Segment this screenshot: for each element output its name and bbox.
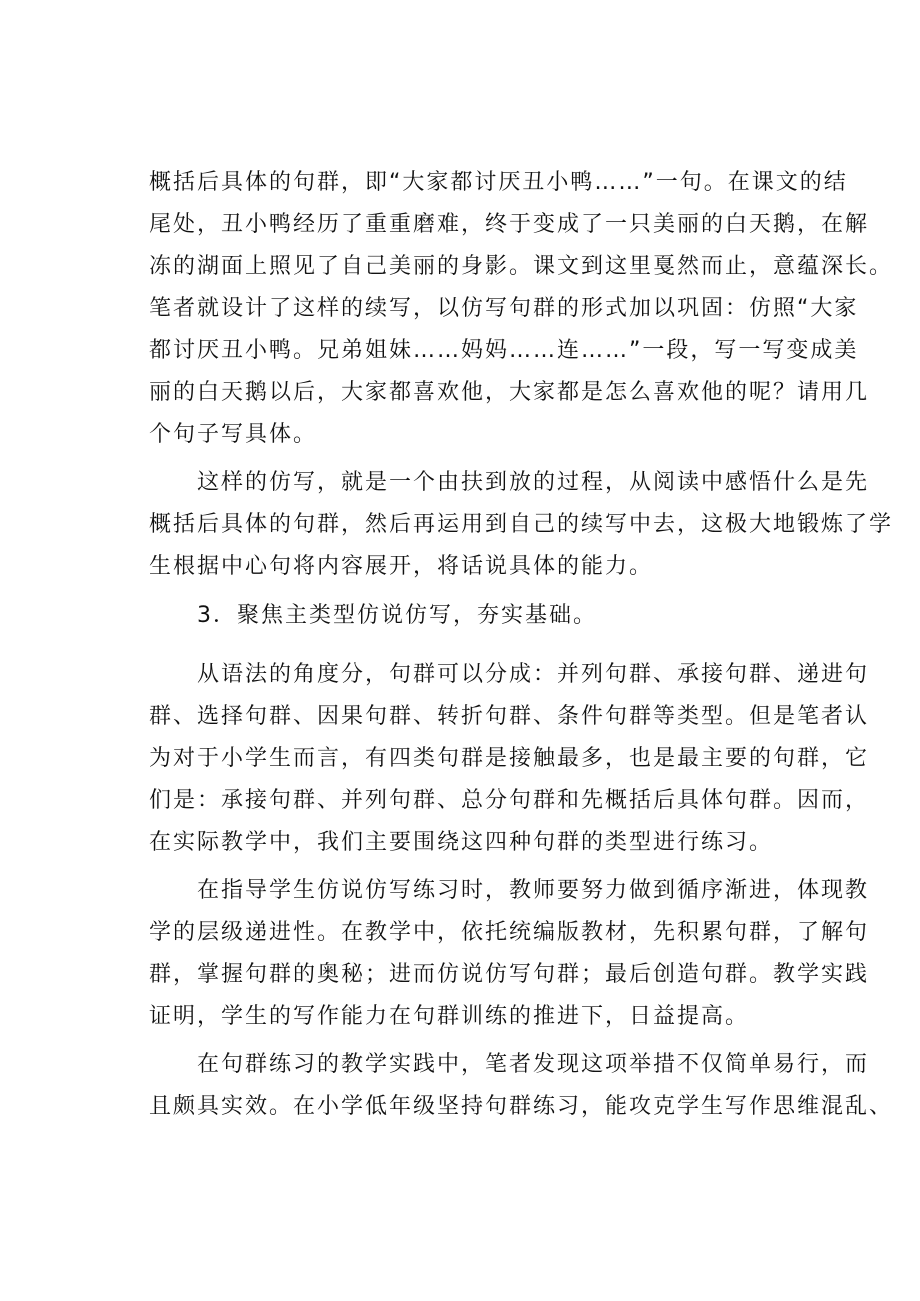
paragraph-1-line-4: 笔者就设计了这样的续写，以仿写句群的形式加以巩固：仿照“大家 (149, 296, 859, 321)
paragraph-2-line-1: 这样的仿写，就是一个由扶到放的过程，从阅读中感悟什么是先 (197, 470, 870, 495)
paragraph-5-line-2: 学的层级递进性。在教学中，依托统编版教材，先积累句群，了解句 (149, 920, 870, 945)
paragraph-1-line-6: 丽的白天鹅以后，大家都喜欢他，大家都是怎么喜欢他的呢？请用几 (149, 380, 870, 405)
paragraph-1-line-7: 个句子写具体。 (149, 422, 318, 447)
paragraph-4-line-2: 群、选择句群、因果句群、转折句群、条件句群等类型。但是笔者认 (149, 704, 870, 729)
paragraph-1-line-3: 冻的湖面上照见了自己美丽的身影。课文到这里戛然而止，意蕴深长。 (149, 254, 894, 279)
paragraph-5-line-4: 证明，学生的写作能力在句群训练的推进下，日益提高。 (149, 1004, 750, 1029)
paragraph-4-line-1: 从语法的角度分，句群可以分成：并列句群、承接句群、递进句 (197, 662, 870, 687)
paragraph-5-line-3: 群，掌握句群的奥秘；进而仿说仿写句群；最后创造句群。教学实践 (149, 962, 870, 987)
paragraph-4-line-4: 们是：承接句群、并列句群、总分句群和先概括后具体句群。因而， (149, 788, 870, 813)
paragraph-4-line-5: 在实际教学中，我们主要围绕这四种句群的类型进行练习。 (149, 830, 774, 855)
paragraph-2-line-3: 生根据中心句将内容展开，将话说具体的能力。 (149, 554, 654, 579)
paragraph-2-line-2: 概括后具体的句群，然后再运用到自己的续写中去，这极大地锻炼了学 (149, 512, 894, 537)
section-heading: 3．聚焦主类型仿说仿写，夯实基础。 (197, 603, 597, 628)
paragraph-6-line-1: 在句群练习的教学实践中，笔者发现这项举措不仅简单易行，而 (197, 1052, 870, 1077)
paragraph-4-line-3: 为对于小学生而言，有四类句群是接触最多，也是最主要的句群，它 (149, 746, 870, 771)
paragraph-1-line-5: 都讨厌丑小鸭。兄弟姐妹……妈妈……连……”一段，写一写变成美 (149, 338, 859, 363)
paragraph-1-line-2: 尾处，丑小鸭经历了重重磨难，终于变成了一只美丽的白天鹅，在解 (149, 212, 870, 237)
paragraph-6-line-2: 且颇具实效。在小学低年级坚持句群练习，能攻克学生写作思维混乱、 (149, 1094, 894, 1119)
paragraph-5-line-1: 在指导学生仿说仿写练习时，教师要努力做到循序渐进，体现教 (197, 878, 870, 903)
paragraph-1-line-1: 概括后具体的句群，即“大家都讨厌丑小鸭……”一句。在课文的结 (149, 170, 848, 195)
